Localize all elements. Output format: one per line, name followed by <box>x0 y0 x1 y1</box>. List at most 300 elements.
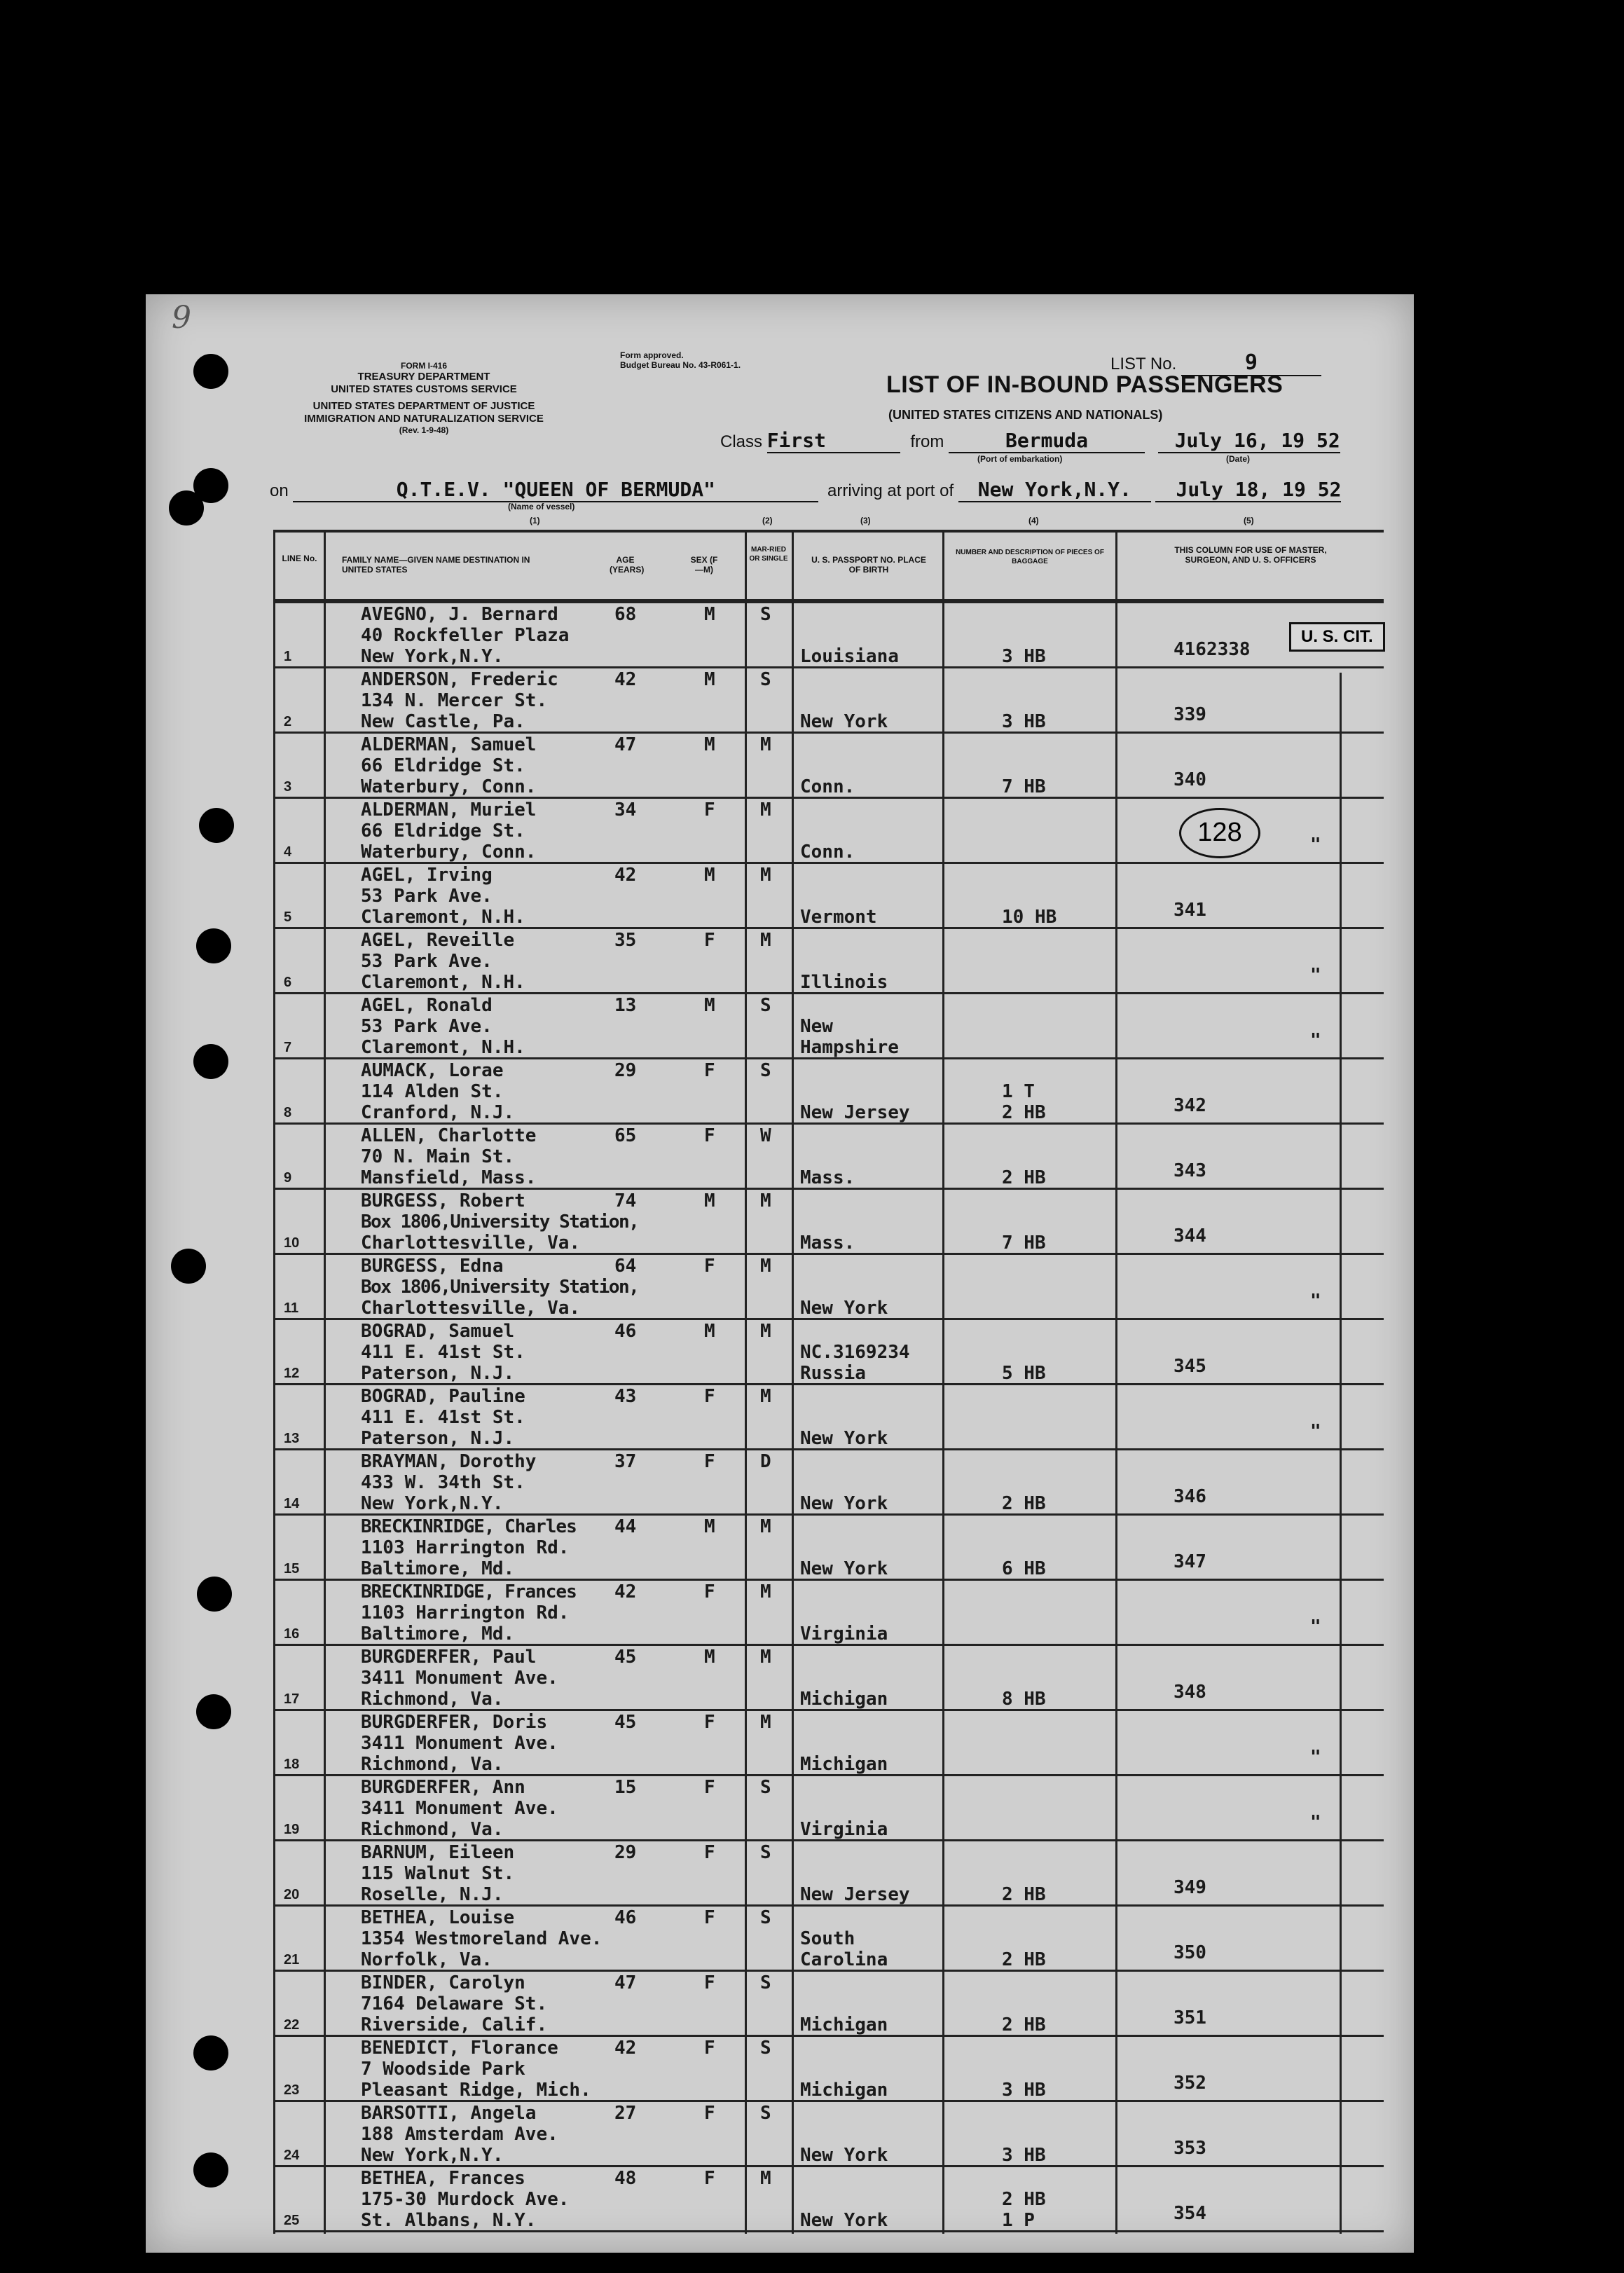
arriving-label: arriving at port of <box>827 481 954 500</box>
passenger-name: BRECKINRIDGE, Charles <box>361 1516 577 1537</box>
passenger-age: 74 <box>614 1190 637 1211</box>
officer-number: 339 <box>1174 704 1206 725</box>
table-top-border <box>273 530 1384 533</box>
officer-number: 346 <box>1174 1486 1206 1507</box>
row-line-number: 25 <box>284 2213 300 2228</box>
passport-or-birth-line2: Russia <box>800 1363 866 1384</box>
baggage-line2: 8 HB <box>1002 1689 1046 1710</box>
baggage-line2: 3 HB <box>1002 711 1046 732</box>
passenger-sex: F <box>704 2103 715 2124</box>
officer-number: 340 <box>1174 769 1206 790</box>
passenger-address: 66 Eldridge St. <box>361 820 525 842</box>
class-label: Class <box>720 432 763 451</box>
passenger-age: 46 <box>614 1907 637 1928</box>
passenger-city: Waterbury, Conn. <box>361 842 537 863</box>
passenger-age: 46 <box>614 1321 637 1342</box>
passport-or-birth-line2: Michigan <box>800 1689 888 1710</box>
row-line-number: 3 <box>284 779 292 795</box>
passenger-marital-status: M <box>760 1256 771 1277</box>
from-label: from <box>910 432 944 451</box>
passenger-city: Richmond, Va. <box>361 1819 504 1840</box>
passport-or-birth-line2: Mass. <box>800 1167 855 1188</box>
class-value: First <box>767 429 900 453</box>
treasury-dept: TREASURY DEPARTMENT <box>357 371 490 383</box>
row-line-number: 4 <box>284 844 292 860</box>
passenger-sex: M <box>704 1516 715 1537</box>
passenger-age: 29 <box>614 1842 637 1863</box>
passport-or-birth-line2: New Jersey <box>800 1102 910 1123</box>
passenger-marital-status: S <box>760 1842 771 1863</box>
officer-number: " <box>1310 1291 1321 1312</box>
passenger-address: Box 1806,University Station, <box>361 1277 639 1298</box>
passenger-sex: F <box>704 2168 715 2189</box>
passenger-city: Mansfield, Mass. <box>361 1167 537 1188</box>
passenger-name: AGEL, Ronald <box>361 995 493 1016</box>
passenger-address: 7164 Delaware St. <box>361 1993 548 2014</box>
officer-number: 344 <box>1174 1225 1206 1247</box>
passenger-age: 42 <box>614 669 637 690</box>
passenger-city: Claremont, N.H. <box>361 907 525 928</box>
row-line-number: 19 <box>284 1822 300 1837</box>
col-header-age: AGE (YEARS) <box>610 555 645 575</box>
us-citizen-stamp: U. S. CIT. <box>1289 622 1385 652</box>
passenger-age: 47 <box>614 1972 637 1993</box>
baggage-line2: 3 HB <box>1002 2145 1046 2166</box>
officer-number: 351 <box>1174 2007 1206 2028</box>
officer-number: 348 <box>1174 1682 1206 1703</box>
passenger-age: 13 <box>614 995 637 1016</box>
row-line-number: 15 <box>284 1561 300 1577</box>
passenger-name: BURGESS, Edna <box>361 1256 504 1277</box>
passenger-marital-status: S <box>760 995 771 1016</box>
passport-or-birth-line1: New <box>800 1016 833 1037</box>
passenger-city: Richmond, Va. <box>361 1689 504 1710</box>
passport-or-birth-line2: Mass. <box>800 1232 855 1254</box>
baggage-line2: 7 HB <box>1002 1232 1046 1254</box>
col-num-5: (5) <box>1244 516 1254 526</box>
row-line-number: 13 <box>284 1431 300 1446</box>
form-approval <box>620 350 741 370</box>
passenger-age: 68 <box>614 604 637 625</box>
passenger-age: 43 <box>614 1386 637 1407</box>
passenger-marital-status: M <box>760 1516 771 1537</box>
passenger-name: BETHEA, Frances <box>361 2168 525 2189</box>
passenger-address: 3411 Monument Ave. <box>361 1798 558 1819</box>
officer-number: " <box>1310 1812 1321 1833</box>
passenger-sex: F <box>704 1386 715 1407</box>
passenger-sex: F <box>704 1125 715 1146</box>
officer-number: " <box>1310 835 1321 856</box>
passenger-address: Box 1806,University Station, <box>361 1211 639 1232</box>
passenger-sex: F <box>704 1451 715 1472</box>
passenger-sex: F <box>704 930 715 951</box>
row-line-number: 21 <box>284 1952 300 1968</box>
passenger-address: 7 Woodside Park <box>361 2059 525 2080</box>
passenger-age: 65 <box>614 1125 637 1146</box>
passenger-marital-status: D <box>760 1451 771 1472</box>
passport-or-birth-line2: New York <box>800 1298 888 1319</box>
punch-hole <box>196 1694 231 1729</box>
col-num-3: (3) <box>860 516 871 526</box>
row-line-number: 16 <box>284 1626 300 1642</box>
row-line-number: 9 <box>284 1170 292 1186</box>
passport-or-birth-line2: New York <box>800 711 888 732</box>
justice-dept: UNITED STATES DEPARTMENT OF JUSTICE <box>312 400 535 412</box>
passenger-name: AVEGNO, J. Bernard <box>361 604 558 625</box>
punch-hole <box>193 2035 228 2071</box>
baggage-line2: 2 HB <box>1002 1884 1046 1905</box>
page-title: LIST OF IN-BOUND PASSENGERS <box>886 371 1284 398</box>
page-subtitle: (UNITED STATES CITIZENS AND NATIONALS) <box>888 408 1163 422</box>
passenger-city: New York,N.Y. <box>361 646 504 667</box>
row-line-number: 6 <box>284 975 292 990</box>
passenger-age: 48 <box>614 2168 637 2189</box>
passenger-name: BRECKINRIDGE, Frances <box>361 1581 577 1602</box>
passport-or-birth-line2: Louisiana <box>800 646 899 667</box>
list-number: 9 <box>1181 350 1321 376</box>
form-approved: Form approved. <box>620 350 684 360</box>
passenger-age: 35 <box>614 930 637 951</box>
passenger-marital-status: M <box>760 1386 771 1407</box>
passenger-sex: M <box>704 1190 715 1211</box>
row-line-number: 24 <box>284 2148 300 2163</box>
arrival-date: July 18, 19 52 <box>1155 478 1341 502</box>
passport-or-birth-line2: New York <box>800 1428 888 1449</box>
officer-number: 350 <box>1174 1942 1206 1963</box>
customs-service: UNITED STATES CUSTOMS SERVICE <box>331 383 517 395</box>
passenger-name: BARNUM, Eileen <box>361 1842 515 1863</box>
passenger-address: 53 Park Ave. <box>361 886 493 907</box>
passenger-age: 45 <box>614 1647 637 1668</box>
passport-or-birth-line2: Vermont <box>800 907 877 928</box>
class-row <box>720 429 1393 453</box>
passenger-name: BURGDERFER, Paul <box>361 1647 537 1668</box>
baggage-line2: 2 HB <box>1002 1167 1046 1188</box>
on-label: on <box>270 481 289 500</box>
baggage-line2: 2 HB <box>1002 2014 1046 2035</box>
from-value: Bermuda <box>949 429 1145 453</box>
date-note: (Date) <box>1226 454 1251 464</box>
col-header-sex: SEX (F—M) <box>690 555 718 575</box>
row-line-number: 7 <box>284 1040 292 1055</box>
passport-or-birth-line2: Conn. <box>800 842 855 863</box>
passport-or-birth-line1: NC.3169234 <box>800 1342 910 1363</box>
col-num-2: (2) <box>762 516 773 526</box>
passenger-marital-status: M <box>760 1190 771 1211</box>
passport-or-birth-line2: Carolina <box>800 1949 888 1970</box>
row-line-number: 8 <box>284 1105 292 1120</box>
passenger-marital-status: M <box>760 799 771 820</box>
passenger-marital-status: S <box>760 604 771 625</box>
passenger-city: Charlottesville, Va. <box>361 1298 581 1319</box>
passenger-city: Claremont, N.H. <box>361 1037 525 1058</box>
passenger-marital-status: M <box>760 930 771 951</box>
passenger-name: BINDER, Carolyn <box>361 1972 525 1993</box>
passenger-marital-status: W <box>760 1125 771 1146</box>
passenger-name: BETHEA, Louise <box>361 1907 515 1928</box>
officer-number: 345 <box>1174 1356 1206 1377</box>
row-line-number: 23 <box>284 2082 300 2098</box>
page-mark: 9 <box>172 300 191 336</box>
passport-or-birth-line2: New York <box>800 2145 888 2166</box>
row-line-number: 12 <box>284 1366 300 1381</box>
baggage-line2: 5 HB <box>1002 1363 1046 1384</box>
departure-date: July 16, 19 52 <box>1158 429 1340 453</box>
passenger-marital-status: M <box>760 734 771 755</box>
passenger-name: BENEDICT, Florance <box>361 2038 558 2059</box>
baggage-line2: 3 HB <box>1002 2080 1046 2101</box>
passenger-sex: F <box>704 1256 715 1277</box>
passenger-marital-status: M <box>760 1581 771 1602</box>
passenger-sex: F <box>704 799 715 820</box>
passenger-age: 44 <box>614 1516 637 1537</box>
passport-or-birth-line2: New York <box>800 2210 888 2231</box>
punch-hole <box>169 490 204 526</box>
baggage-line2: 2 HB <box>1002 1102 1046 1123</box>
passport-or-birth-line2: Virginia <box>800 1819 888 1840</box>
passenger-city: St. Albans, N.Y. <box>361 2210 537 2231</box>
col-header-name: FAMILY NAME—GIVEN NAME DESTINATION IN UNITED STATES <box>342 555 530 575</box>
passenger-sex: F <box>704 1712 715 1733</box>
passenger-sex: F <box>704 1777 715 1798</box>
punch-hole <box>199 808 234 843</box>
col-header-baggage: NUMBER AND DESCRIPTION OF PIECES OF BAGGAGE <box>956 549 1104 565</box>
officer-number: " <box>1310 1421 1321 1442</box>
passenger-sex: M <box>704 865 715 886</box>
baggage-line2: 10 HB <box>1002 907 1057 928</box>
passenger-address: 66 Eldridge St. <box>361 755 525 776</box>
passenger-age: 47 <box>614 734 637 755</box>
officer-number: 342 <box>1174 1095 1206 1116</box>
passenger-city: Baltimore, Md. <box>361 1623 515 1644</box>
budget-bureau: Budget Bureau No. 43-R061-1. <box>620 360 741 370</box>
passenger-sex: M <box>704 995 715 1016</box>
baggage-line1: 1 T <box>1002 1081 1035 1102</box>
list-label: LIST No. <box>1110 355 1177 373</box>
passenger-marital-status: M <box>760 1712 771 1733</box>
baggage-line1: 2 HB <box>1002 2189 1046 2210</box>
passenger-age: 37 <box>614 1451 637 1472</box>
passenger-city: Norfolk, Va. <box>361 1949 493 1970</box>
col-num-1: (1) <box>530 516 540 526</box>
passenger-address: 1103 Harrington Rd. <box>361 1537 570 1558</box>
passenger-address: 134 N. Mercer St. <box>361 690 548 711</box>
passenger-address: 433 W. 34th St. <box>361 1472 525 1493</box>
passenger-name: BOGRAD, Pauline <box>361 1386 525 1407</box>
passenger-sex: M <box>704 604 715 625</box>
passenger-name: AUMACK, Lorae <box>361 1060 504 1081</box>
passenger-name: BRAYMAN, Dorothy <box>361 1451 537 1472</box>
baggage-line2: 6 HB <box>1002 1558 1046 1579</box>
passenger-city: Baltimore, Md. <box>361 1558 515 1579</box>
passenger-name: BURGESS, Robert <box>361 1190 525 1211</box>
officer-number: 347 <box>1174 1551 1206 1572</box>
passenger-name: ANDERSON, Frederic <box>361 669 558 690</box>
passenger-name: ALLEN, Charlotte <box>361 1125 537 1146</box>
passenger-address: 53 Park Ave. <box>361 1016 493 1037</box>
passport-or-birth-line2: Michigan <box>800 2080 888 2101</box>
passenger-city: Cranford, N.J. <box>361 1102 515 1123</box>
form-header-left <box>266 361 582 435</box>
row-line-number: 18 <box>284 1757 300 1772</box>
passenger-address: 175-30 Murdock Ave. <box>361 2189 570 2210</box>
arrival-port: New York,N.Y. <box>958 478 1151 502</box>
col-header-passport: U. S. PASSPORT NO. PLACE OF BIRTH <box>811 555 926 575</box>
passenger-name: ALDERMAN, Muriel <box>361 799 537 820</box>
officer-number: " <box>1310 1030 1321 1051</box>
passenger-sex: F <box>704 1907 715 1928</box>
passenger-city: Charlottesville, Va. <box>361 1232 581 1254</box>
col-header-line: LINE No. <box>282 554 317 563</box>
passport-or-birth-line2: Illinois <box>800 972 888 993</box>
passenger-address: 188 Amsterdam Ave. <box>361 2124 558 2145</box>
passenger-marital-status: S <box>760 1777 771 1798</box>
form-number: FORM I-416 <box>400 361 447 371</box>
circled-number: 128 <box>1179 808 1260 858</box>
passenger-age: 34 <box>614 799 637 820</box>
passport-or-birth-line2: New York <box>800 1493 888 1514</box>
punch-hole <box>193 1044 228 1079</box>
row-line-number: 17 <box>284 1691 300 1707</box>
passenger-address: 411 E. 41st St. <box>361 1342 525 1363</box>
passenger-city: Claremont, N.H. <box>361 972 525 993</box>
row-line-number: 5 <box>284 909 292 925</box>
passenger-age: 42 <box>614 865 637 886</box>
embark-note: (Port of embarkation) <box>977 454 1063 464</box>
passenger-city: Pleasant Ridge, Mich. <box>361 2080 591 2101</box>
passenger-city: Richmond, Va. <box>361 1754 504 1775</box>
immigration-service: IMMIGRATION AND NATURALIZATION SERVICE <box>304 413 544 425</box>
row-line-number: 11 <box>284 1300 299 1316</box>
passenger-marital-status: S <box>760 669 771 690</box>
col-header-married: MAR-RIED OR SINGLE <box>749 546 788 563</box>
passenger-city: New York,N.Y. <box>361 2145 504 2166</box>
vessel-row <box>270 478 1391 502</box>
baggage-line2: 2 HB <box>1002 1949 1046 1970</box>
baggage-line2: 2 HB <box>1002 1493 1046 1514</box>
officer-number: 4162338 <box>1174 639 1251 660</box>
baggage-line2: 3 HB <box>1002 646 1046 667</box>
passenger-name: AGEL, Reveille <box>361 930 515 951</box>
passenger-age: 27 <box>614 2103 637 2124</box>
officer-number: 352 <box>1174 2073 1206 2094</box>
passenger-name: BOGRAD, Samuel <box>361 1321 515 1342</box>
passenger-city: Paterson, N.J. <box>361 1428 515 1449</box>
passenger-address: 53 Park Ave. <box>361 951 493 972</box>
passenger-marital-status: S <box>760 2038 771 2059</box>
punch-hole <box>193 354 228 389</box>
passenger-age: 15 <box>614 1777 637 1798</box>
punch-hole <box>196 928 231 963</box>
passport-or-birth-line2: Michigan <box>800 2014 888 2035</box>
passenger-name: BURGDERFER, Ann <box>361 1777 525 1798</box>
passport-or-birth-line2: Hampshire <box>800 1037 899 1058</box>
punch-hole <box>197 1577 232 1612</box>
vessel-name: Q.T.E.V. "QUEEN OF BERMUDA" <box>293 478 818 502</box>
officer-number: " <box>1310 1616 1321 1637</box>
passenger-sex: M <box>704 734 715 755</box>
row-line-number: 20 <box>284 1887 300 1902</box>
passport-or-birth-line2: New York <box>800 1558 888 1579</box>
passenger-marital-status: M <box>760 2168 771 2189</box>
punch-hole <box>171 1249 206 1284</box>
passenger-city: Waterbury, Conn. <box>361 776 537 797</box>
passenger-name: AGEL, Irving <box>361 865 493 886</box>
table-bottom-border <box>273 2230 1384 2232</box>
col-header-officers: THIS COLUMN FOR USE OF MASTER, SURGEON, AND U. S. OFFICERS <box>1174 545 1327 565</box>
passenger-address: 3411 Monument Ave. <box>361 1668 558 1689</box>
passenger-sex: F <box>704 1842 715 1863</box>
passenger-address: 1103 Harrington Rd. <box>361 1602 570 1623</box>
row-line-number: 14 <box>284 1496 300 1511</box>
punch-hole <box>193 2152 228 2188</box>
passenger-sex: F <box>704 1060 715 1081</box>
passenger-marital-status: S <box>760 2103 771 2124</box>
passenger-city: New York,N.Y. <box>361 1493 504 1514</box>
passenger-marital-status: S <box>760 1907 771 1928</box>
passenger-city: Riverside, Calif. <box>361 2014 548 2035</box>
passport-or-birth-line2: Conn. <box>800 776 855 797</box>
passenger-age: 42 <box>614 2038 637 2059</box>
officer-number: 353 <box>1174 2138 1206 2159</box>
baggage-line2: 1 P <box>1002 2210 1035 2231</box>
passenger-age: 64 <box>614 1256 637 1277</box>
passenger-marital-status: S <box>760 1972 771 1993</box>
passenger-address: 115 Walnut St. <box>361 1863 515 1884</box>
passenger-address: 3411 Monument Ave. <box>361 1733 558 1754</box>
passenger-sex: M <box>704 669 715 690</box>
passenger-marital-status: M <box>760 1647 771 1668</box>
passenger-address: 70 N. Main St. <box>361 1146 515 1167</box>
row-line-number: 1 <box>284 649 292 664</box>
baggage-line2: 7 HB <box>1002 776 1046 797</box>
passport-or-birth-line2: New Jersey <box>800 1884 910 1905</box>
row-line-number: 10 <box>284 1235 300 1251</box>
passenger-age: 45 <box>614 1712 637 1733</box>
passport-or-birth-line2: Michigan <box>800 1754 888 1775</box>
officer-number: " <box>1310 1747 1321 1768</box>
officer-number: 341 <box>1174 900 1206 921</box>
row-line-number: 2 <box>284 714 292 729</box>
passenger-sex: F <box>704 2038 715 2059</box>
passenger-sex: F <box>704 1581 715 1602</box>
passenger-address: 114 Alden St. <box>361 1081 504 1102</box>
vessel-note: (Name of vessel) <box>508 502 575 511</box>
officer-number: 354 <box>1174 2203 1206 2224</box>
passenger-sex: M <box>704 1321 715 1342</box>
passenger-address: 411 E. 41st St. <box>361 1407 525 1428</box>
form-revision: (Rev. 1-9-48) <box>399 425 449 435</box>
passenger-marital-status: S <box>760 1060 771 1081</box>
passenger-marital-status: M <box>760 865 771 886</box>
passenger-name: ALDERMAN, Samuel <box>361 734 537 755</box>
officer-number: 343 <box>1174 1160 1206 1181</box>
row-line-number: 22 <box>284 2017 300 2033</box>
officer-number: " <box>1310 965 1321 986</box>
passenger-city: Paterson, N.J. <box>361 1363 515 1384</box>
passenger-address: 40 Rockfeller Plaza <box>361 625 570 646</box>
passenger-city: New Castle, Pa. <box>361 711 525 732</box>
passenger-city: Roselle, N.J. <box>361 1884 504 1905</box>
passenger-name: BURGDERFER, Doris <box>361 1712 548 1733</box>
passenger-sex: F <box>704 1972 715 1993</box>
col-num-4: (4) <box>1028 516 1039 526</box>
passenger-sex: M <box>704 1647 715 1668</box>
passenger-name: BARSOTTI, Angela <box>361 2103 537 2124</box>
passenger-address: 1354 Westmoreland Ave. <box>361 1928 603 1949</box>
passport-or-birth-line1: South <box>800 1928 855 1949</box>
passenger-age: 29 <box>614 1060 637 1081</box>
